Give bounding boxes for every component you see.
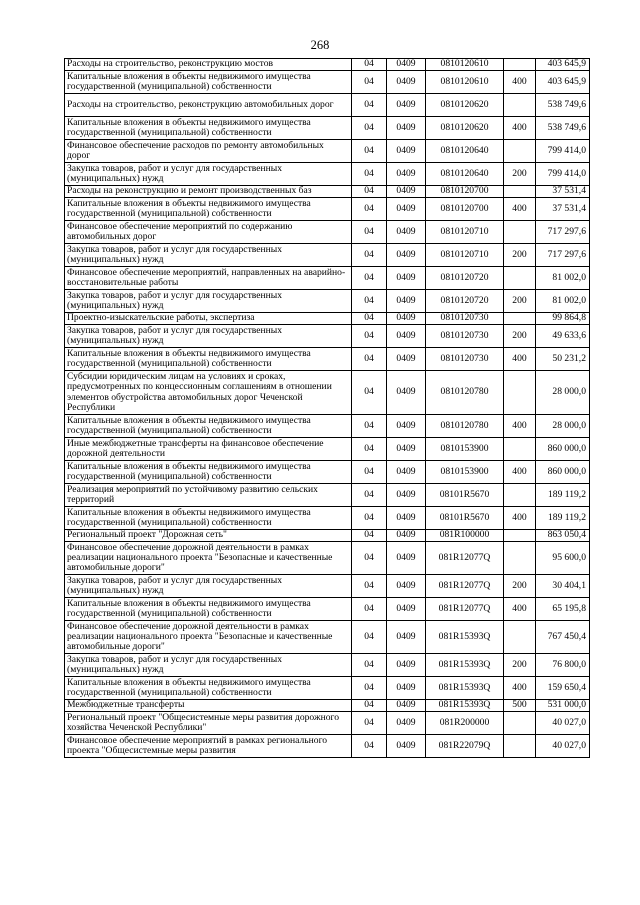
amount-cell: 799 414,0 [536,140,590,163]
expense-name-cell: Реализация мероприятий по устойчивому развитию сельских территорий [65,484,352,507]
amount-cell: 50 231,2 [536,348,590,371]
table-row [65,654,590,677]
section-code-cell: 04 [352,290,387,313]
subsection-code-cell: 0409 [387,530,426,542]
expense-type-cell: 400 [504,415,536,438]
subsection-code-cell: 0409 [387,507,426,530]
table-row [65,575,590,598]
target-article-cell: 0810120610 [426,71,504,94]
table-row [65,186,590,198]
section-code-cell: 04 [352,507,387,530]
amount-cell: 159 650,4 [536,677,590,700]
subsection-code-cell: 0409 [387,484,426,507]
expense-type-cell: 400 [504,348,536,371]
subsection-code-cell: 0409 [387,59,426,71]
section-code-cell: 04 [352,371,387,415]
target-article-cell: 0810120730 [426,348,504,371]
table-row [65,598,590,621]
section-code-cell: 04 [352,71,387,94]
amount-cell: 767 450,4 [536,621,590,654]
target-article-cell: 0810120710 [426,244,504,267]
table-row [65,94,590,117]
target-article-cell: 0810120720 [426,267,504,290]
expense-type-cell [504,438,536,461]
expense-type-cell [504,371,536,415]
target-article-cell: 0810120700 [426,198,504,221]
subsection-code-cell: 0409 [387,598,426,621]
section-code-cell: 04 [352,677,387,700]
expense-type-cell: 200 [504,325,536,348]
expense-name-cell: Региональный проект "Общесистемные меры развития дорожного хозяйства Чеченской Республики" [65,712,352,735]
expense-name-cell: Финансовое обеспечение дорожной деятельности в рамках реализации национального проекта "Безопасные и качественные автомобильные дороги" [65,621,352,654]
expense-name-cell: Расходы на строительство, реконструкцию мостов [65,59,352,71]
table-row [65,140,590,163]
target-article-cell: 0810120780 [426,371,504,415]
target-article-cell: 0810120610 [426,59,504,71]
amount-cell: 863 050,4 [536,530,590,542]
expense-name-cell: Иные межбюджетные трансферты на финансовое обеспечение дорожной деятельности [65,438,352,461]
expense-type-cell: 400 [504,598,536,621]
section-code-cell: 04 [352,163,387,186]
subsection-code-cell: 0409 [387,313,426,325]
table-row [65,621,590,654]
expense-type-cell [504,59,536,71]
amount-cell: 95 600,0 [536,542,590,575]
subsection-code-cell: 0409 [387,117,426,140]
table-row [65,267,590,290]
expense-type-cell: 200 [504,290,536,313]
amount-cell: 37 531,4 [536,186,590,198]
table-row [65,712,590,735]
amount-cell: 717 297,6 [536,244,590,267]
expense-type-cell [504,712,536,735]
expense-type-cell: 200 [504,654,536,677]
expense-type-cell: 500 [504,700,536,712]
amount-cell: 49 633,6 [536,325,590,348]
section-code-cell: 04 [352,700,387,712]
target-article-cell: 0810120730 [426,325,504,348]
section-code-cell: 04 [352,484,387,507]
expense-type-cell [504,140,536,163]
expense-type-cell [504,484,536,507]
section-code-cell: 04 [352,140,387,163]
expense-name-cell: Финансовое обеспечение расходов по ремонту автомобильных дорог [65,140,352,163]
table-row [65,313,590,325]
expense-name-cell: Закупка товаров, работ и услуг для государственных (муниципальных) нужд [65,325,352,348]
amount-cell: 403 645,9 [536,71,590,94]
subsection-code-cell: 0409 [387,71,426,94]
section-code-cell: 04 [352,117,387,140]
target-article-cell: 081R15393Q [426,654,504,677]
target-article-cell: 081R12077Q [426,542,504,575]
subsection-code-cell: 0409 [387,371,426,415]
amount-cell: 30 404,1 [536,575,590,598]
expense-name-cell: Закупка товаров, работ и услуг для государственных (муниципальных) нужд [65,575,352,598]
table-row [65,677,590,700]
expense-name-cell: Расходы на реконструкцию и ремонт производственных баз [65,186,352,198]
expense-type-cell [504,313,536,325]
section-code-cell: 04 [352,313,387,325]
expense-type-cell: 400 [504,461,536,484]
amount-cell: 860 000,0 [536,438,590,461]
amount-cell: 189 119,2 [536,484,590,507]
section-code-cell: 04 [352,735,387,758]
expense-name-cell: Капитальные вложения в объекты недвижимого имущества государственной (муниципальной) собственности [65,507,352,530]
expense-type-cell: 400 [504,507,536,530]
table-row [65,530,590,542]
subsection-code-cell: 0409 [387,163,426,186]
subsection-code-cell: 0409 [387,735,426,758]
section-code-cell: 04 [352,244,387,267]
table-row [65,542,590,575]
subsection-code-cell: 0409 [387,186,426,198]
amount-cell: 37 531,4 [536,198,590,221]
table-row [65,348,590,371]
section-code-cell: 04 [352,415,387,438]
expense-type-cell [504,221,536,244]
expense-name-cell: Закупка товаров, работ и услуг для государственных (муниципальных) нужд [65,244,352,267]
amount-cell: 81 002,0 [536,290,590,313]
subsection-code-cell: 0409 [387,438,426,461]
amount-cell: 531 000,0 [536,700,590,712]
section-code-cell: 04 [352,348,387,371]
section-code-cell: 04 [352,654,387,677]
target-article-cell: 081R15393Q [426,621,504,654]
subsection-code-cell: 0409 [387,712,426,735]
subsection-code-cell: 0409 [387,415,426,438]
amount-cell: 81 002,0 [536,267,590,290]
section-code-cell: 04 [352,461,387,484]
section-code-cell: 04 [352,267,387,290]
table-row [65,735,590,758]
target-article-cell: 0810120730 [426,313,504,325]
table-row [65,461,590,484]
amount-cell: 28 000,0 [536,415,590,438]
subsection-code-cell: 0409 [387,267,426,290]
subsection-code-cell: 0409 [387,290,426,313]
expense-type-cell [504,186,536,198]
table-row [65,415,590,438]
section-code-cell: 04 [352,530,387,542]
section-code-cell: 04 [352,438,387,461]
target-article-cell: 081R100000 [426,530,504,542]
expense-name-cell: Финансовое обеспечение мероприятий в рамках регионального проекта "Общесистемные меры развития [65,735,352,758]
expense-name-cell: Закупка товаров, работ и услуг для государственных (муниципальных) нужд [65,163,352,186]
amount-cell: 717 297,6 [536,221,590,244]
target-article-cell: 0810120720 [426,290,504,313]
amount-cell: 40 027,0 [536,712,590,735]
expense-name-cell: Закупка товаров, работ и услуг для государственных (муниципальных) нужд [65,654,352,677]
amount-cell: 28 000,0 [536,371,590,415]
amount-cell: 860 000,0 [536,461,590,484]
target-article-cell: 081R15393Q [426,700,504,712]
page-number: 268 [310,38,330,52]
section-code-cell: 04 [352,621,387,654]
table-row [65,371,590,415]
expense-name-cell: Финансовое обеспечение мероприятий, направленных на аварийно-восстановительные работы [65,267,352,290]
target-article-cell: 0810120700 [426,186,504,198]
target-article-cell: 0810120640 [426,140,504,163]
expense-type-cell [504,542,536,575]
section-code-cell: 04 [352,575,387,598]
subsection-code-cell: 0409 [387,244,426,267]
subsection-code-cell: 0409 [387,461,426,484]
table-row [65,507,590,530]
target-article-cell: 0810153900 [426,461,504,484]
section-code-cell: 04 [352,712,387,735]
expense-name-cell: Капитальные вложения в объекты недвижимого имущества государственной (муниципальной) собственности [65,117,352,140]
expense-name-cell: Финансовое обеспечение мероприятий по содержанию автомобильных дорог [65,221,352,244]
subsection-code-cell: 0409 [387,94,426,117]
expense-name-cell: Субсидии юридическим лицам на условиях и сроках, предусмотренных по концессионным соглашениям в отношении элементов обустройства автомобильных дорог Чеченской Республики [65,371,352,415]
expense-name-cell: Межбюджетные трансферты [65,700,352,712]
amount-cell: 799 414,0 [536,163,590,186]
expense-name-cell: Региональный проект "Дорожная сеть" [65,530,352,542]
target-article-cell: 0810120620 [426,117,504,140]
subsection-code-cell: 0409 [387,325,426,348]
budget-table [64,58,590,758]
expense-name-cell: Капитальные вложения в объекты недвижимого имущества государственной (муниципальной) собственности [65,198,352,221]
amount-cell: 403 645,9 [536,59,590,71]
expense-type-cell [504,530,536,542]
expense-name-cell: Капитальные вложения в объекты недвижимого имущества государственной (муниципальной) собственности [65,71,352,94]
expense-name-cell: Капитальные вложения в объекты недвижимого имущества государственной (муниципальной) собственности [65,677,352,700]
expense-name-cell: Капитальные вложения в объекты недвижимого имущества государственной (муниципальной) собственности [65,598,352,621]
table-row [65,163,590,186]
table-row [65,59,590,71]
subsection-code-cell: 0409 [387,621,426,654]
expense-name-cell: Проектно-изыскательские работы, экспертиза [65,313,352,325]
target-article-cell: 08101R5670 [426,484,504,507]
expense-type-cell: 400 [504,198,536,221]
amount-cell: 538 749,6 [536,117,590,140]
target-article-cell: 0810120640 [426,163,504,186]
table-row [65,244,590,267]
subsection-code-cell: 0409 [387,542,426,575]
target-article-cell: 081R22079Q [426,735,504,758]
expense-type-cell [504,267,536,290]
table-row [65,484,590,507]
table-row [65,221,590,244]
target-article-cell: 081R12077Q [426,575,504,598]
expense-type-cell: 200 [504,244,536,267]
subsection-code-cell: 0409 [387,221,426,244]
expense-name-cell: Капитальные вложения в объекты недвижимого имущества государственной (муниципальной) собственности [65,415,352,438]
subsection-code-cell: 0409 [387,654,426,677]
expense-name-cell: Капитальные вложения в объекты недвижимого имущества государственной (муниципальной) собственности [65,461,352,484]
expense-type-cell: 400 [504,71,536,94]
amount-cell: 189 119,2 [536,507,590,530]
expense-type-cell: 200 [504,163,536,186]
expense-name-cell: Капитальные вложения в объекты недвижимого имущества государственной (муниципальной) собственности [65,348,352,371]
expense-type-cell: 400 [504,117,536,140]
expense-name-cell: Закупка товаров, работ и услуг для государственных (муниципальных) нужд [65,290,352,313]
section-code-cell: 04 [352,325,387,348]
table-row [65,290,590,313]
subsection-code-cell: 0409 [387,700,426,712]
expense-type-cell [504,735,536,758]
target-article-cell: 081R15393Q [426,677,504,700]
expense-type-cell [504,621,536,654]
section-code-cell: 04 [352,198,387,221]
section-code-cell: 04 [352,94,387,117]
table-row [65,198,590,221]
amount-cell: 65 195,8 [536,598,590,621]
table-row [65,71,590,94]
target-article-cell: 0810120620 [426,94,504,117]
section-code-cell: 04 [352,186,387,198]
amount-cell: 99 864,8 [536,313,590,325]
subsection-code-cell: 0409 [387,348,426,371]
subsection-code-cell: 0409 [387,575,426,598]
table-row [65,325,590,348]
target-article-cell: 0810120780 [426,415,504,438]
section-code-cell: 04 [352,542,387,575]
target-article-cell: 081R200000 [426,712,504,735]
expense-name-cell: Расходы на строительство, реконструкцию автомобильных дорог [65,94,352,117]
section-code-cell: 04 [352,59,387,71]
expense-name-cell: Финансовое обеспечение дорожной деятельности в рамках реализации национального проекта "Безопасные и качественные автомобильные дороги" [65,542,352,575]
subsection-code-cell: 0409 [387,198,426,221]
table-row [65,700,590,712]
section-code-cell: 04 [352,221,387,244]
table-row [65,438,590,461]
expense-type-cell: 200 [504,575,536,598]
target-article-cell: 08101R5670 [426,507,504,530]
target-article-cell: 0810120710 [426,221,504,244]
section-code-cell: 04 [352,598,387,621]
amount-cell: 538 749,6 [536,94,590,117]
budget-table-body [65,59,590,758]
expense-type-cell [504,94,536,117]
subsection-code-cell: 0409 [387,677,426,700]
target-article-cell: 081R12077Q [426,598,504,621]
table-row [65,117,590,140]
amount-cell: 76 800,0 [536,654,590,677]
amount-cell: 40 027,0 [536,735,590,758]
expense-type-cell: 400 [504,677,536,700]
target-article-cell: 0810153900 [426,438,504,461]
subsection-code-cell: 0409 [387,140,426,163]
